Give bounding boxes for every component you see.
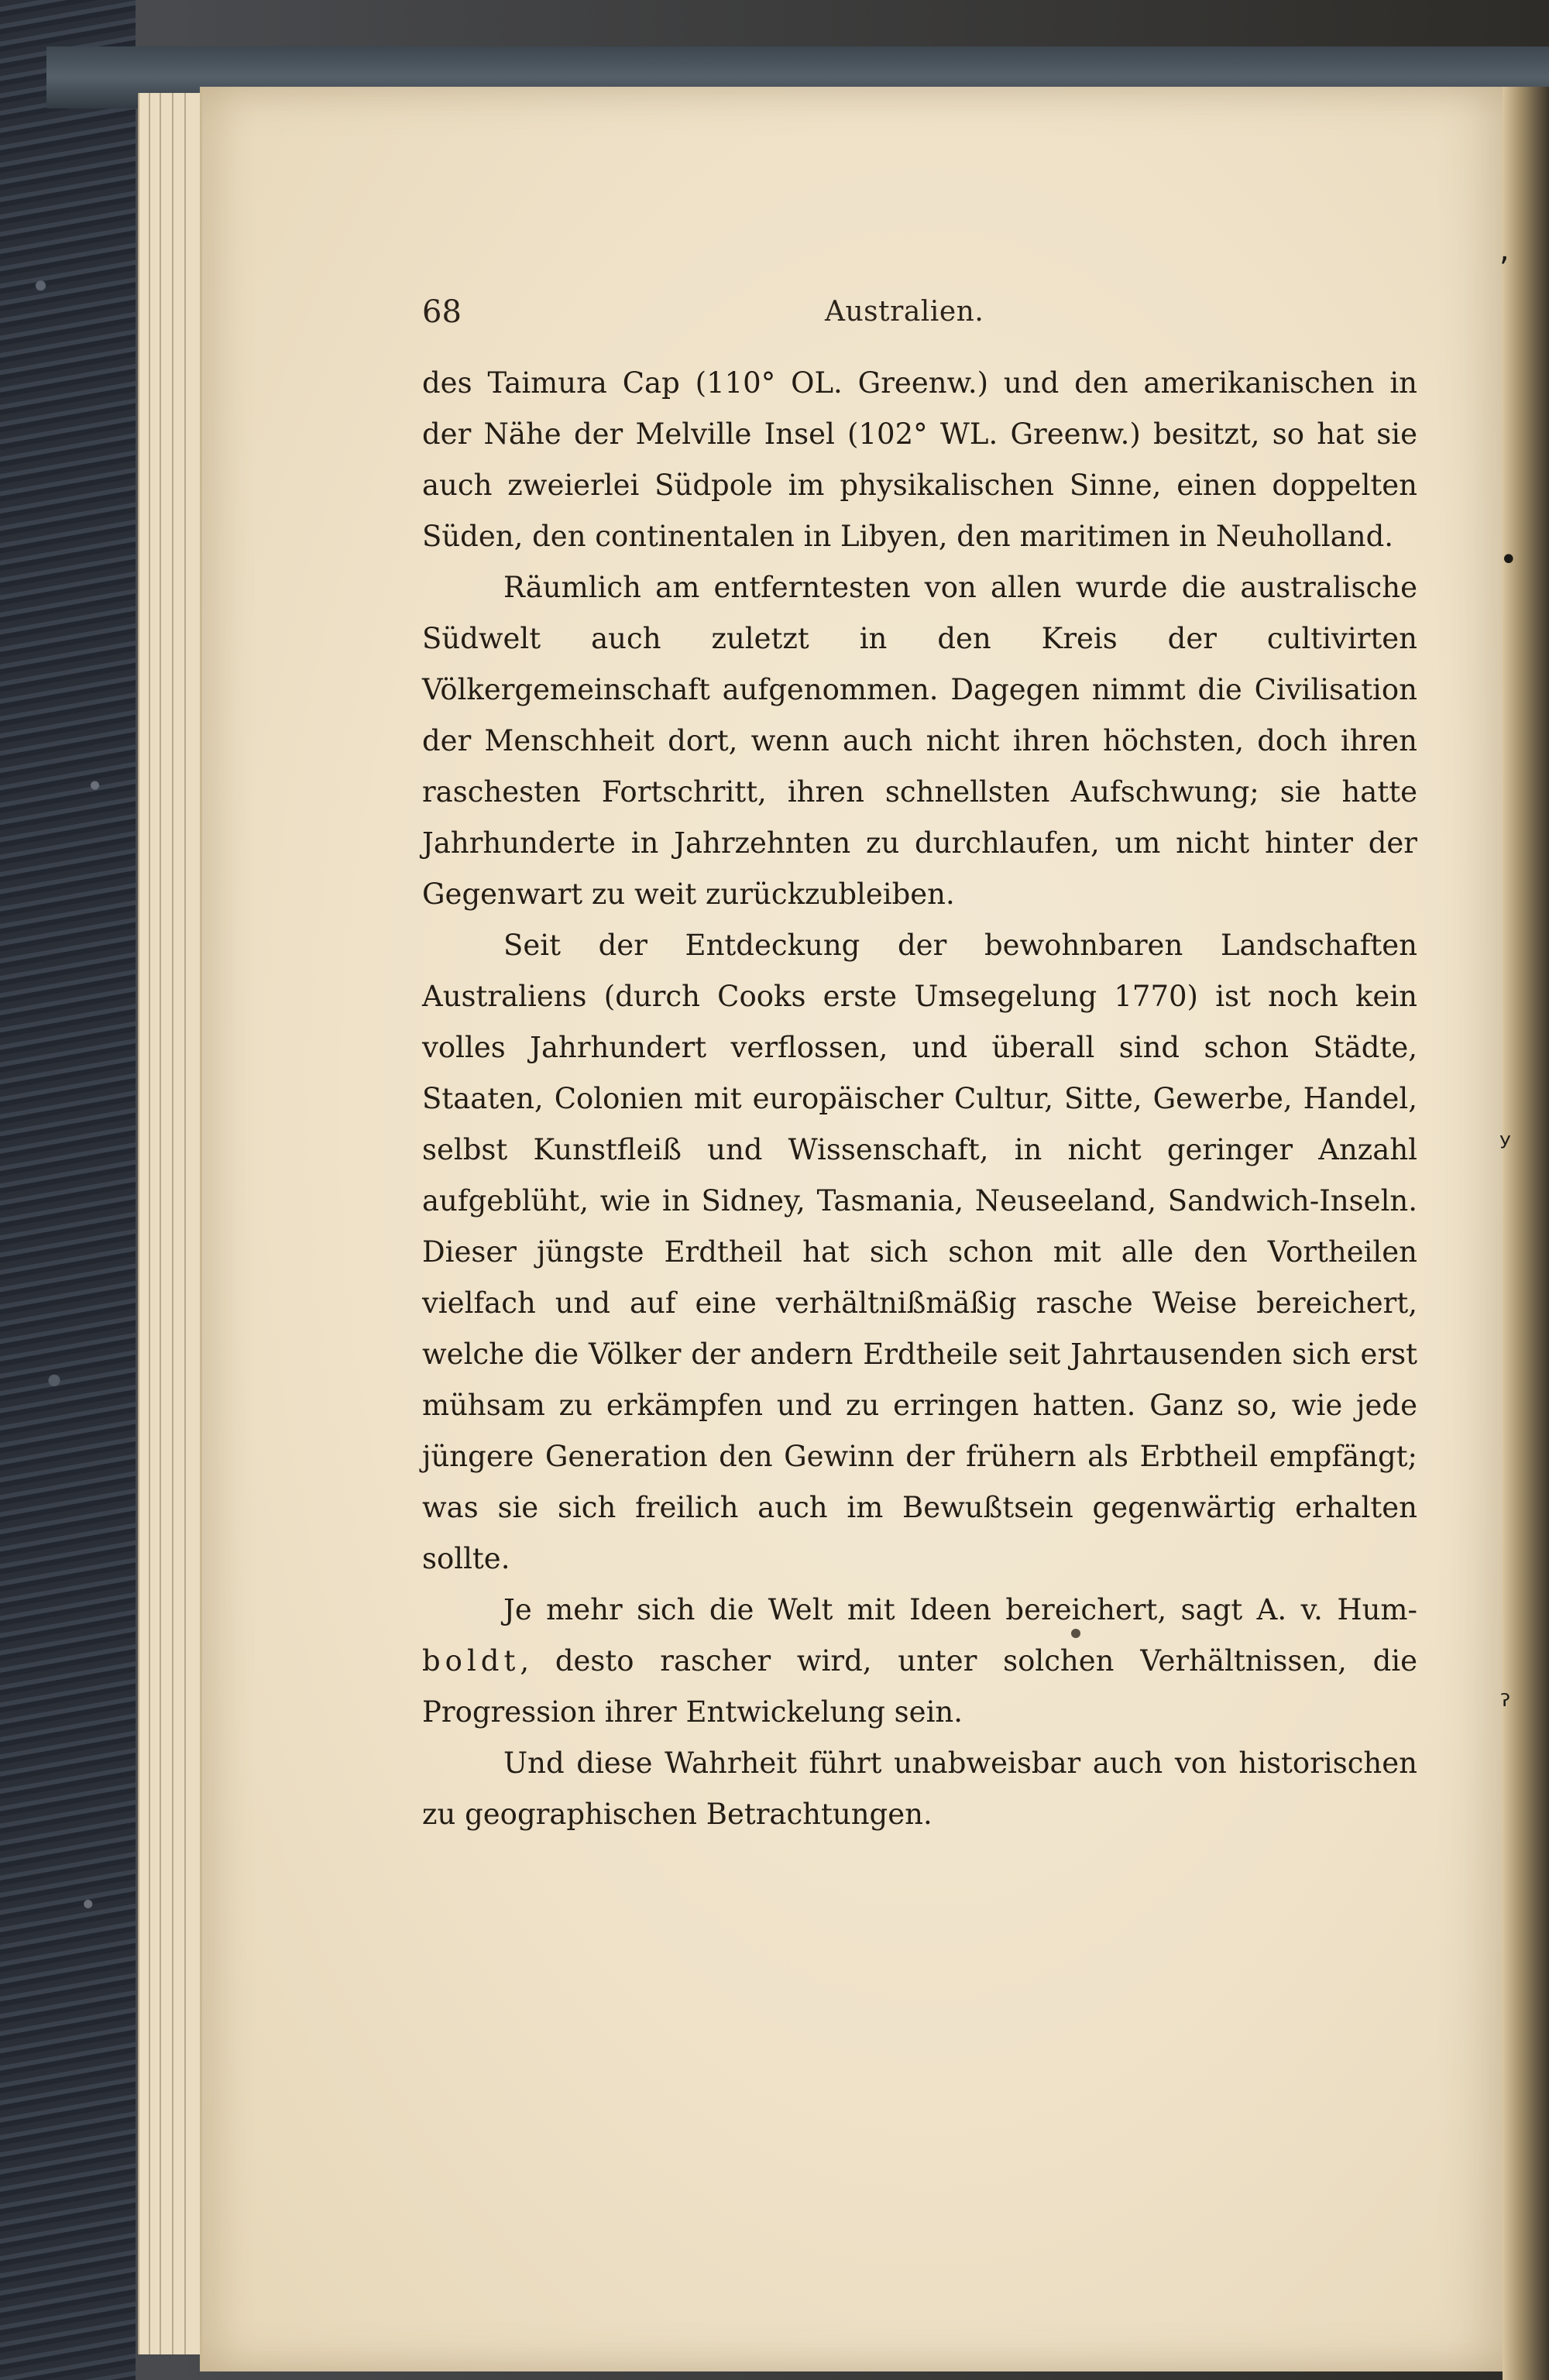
quote-text: Je mehr sich die Welt mit Ideen bereichert, sagt A. v. Hum- (503, 1593, 1417, 1626)
gutter-marks (1499, 0, 1546, 2380)
gutter-mark: ˀ (1499, 1688, 1511, 1724)
running-head: Australien. (825, 296, 984, 328)
closing-paragraph: Und diese Wahrheit führt unabweisbar auch von historischen zu geographischen Betrachtungen. (422, 1746, 1417, 1831)
gutter-mark: ʸ (1499, 1127, 1511, 1163)
marbled-cover-board (0, 0, 136, 2380)
gutter-mark: , (1499, 232, 1510, 268)
body-text (422, 358, 1417, 1840)
quote-text: , desto rascher wird, unter solchen Verhältnissen, die Progression ihrer Entwickelung sein. (422, 1644, 1417, 1729)
paragraph: Seit der Entdeckung der bewohnbaren Landschaften Australiens (durch Cooks erste Umsegelung 1770) ist noch kein volles Jahrhundert verflossen, und überall sind schon Städte, Staaten, Colonien mit europäischer Cultur, Sitte, Gewerbe, Handel, selbst Kunstfleiß und Wissenschaft, in nicht geringer Anzahl aufgeblüht, wie in Sidney, Tasmania, Neuseeland, Sandwich-Inseln. Dieser jüngste Erdtheil hat sich schon mit alle den Vortheilen vielfach und auf eine verhältnißmäßig rasche Weise bereichert, welche die Völker der andern Erdtheile seit Jahrtausenden sich erst mühsam zu erkämpfen und zu erringen hatten. Ganz so, wie jede jüngere Generation den Gewinn der frühern als Erbtheil empfängt; was sie sich freilich auch im Bewußtsein gegenwärtig erhalten sollte. (422, 929, 1417, 1575)
page-number: 68 (422, 294, 462, 330)
humboldt-quote-paragraph (422, 1585, 1417, 1738)
page-header (422, 294, 1421, 349)
quote-spaced-name: boldt (422, 1644, 520, 1678)
ink-spot (1071, 1629, 1080, 1638)
gutter-mark: • (1499, 542, 1518, 578)
paragraph: des Taimura Cap (110° OL. Greenw.) und den amerikanischen in der Nähe der Melville Insel (102° WL. Greenw.) besitzt, so hat sie auch zweierlei Südpole im physikalischen Sinne, einen doppelten Süden, den continentalen in Libyen, den maritimen in Neuholland. (422, 366, 1417, 553)
paragraph: Räumlich am entferntesten von allen wurde die australische Südwelt auch zuletzt in den Kreis der cultivirten Völkergemeinschaft aufgenommen. Dagegen nimmt die Civilisation der Menschheit dort, wenn auch nicht ihren höchsten, doch ihren raschesten Fortschritt, ihren schnellsten Aufschwung; sie hatte Jahrhunderte in Jahrzehnten zu durchlaufen, um nicht hinter der Gegenwart zu weit zurückzubleiben. (422, 571, 1417, 911)
